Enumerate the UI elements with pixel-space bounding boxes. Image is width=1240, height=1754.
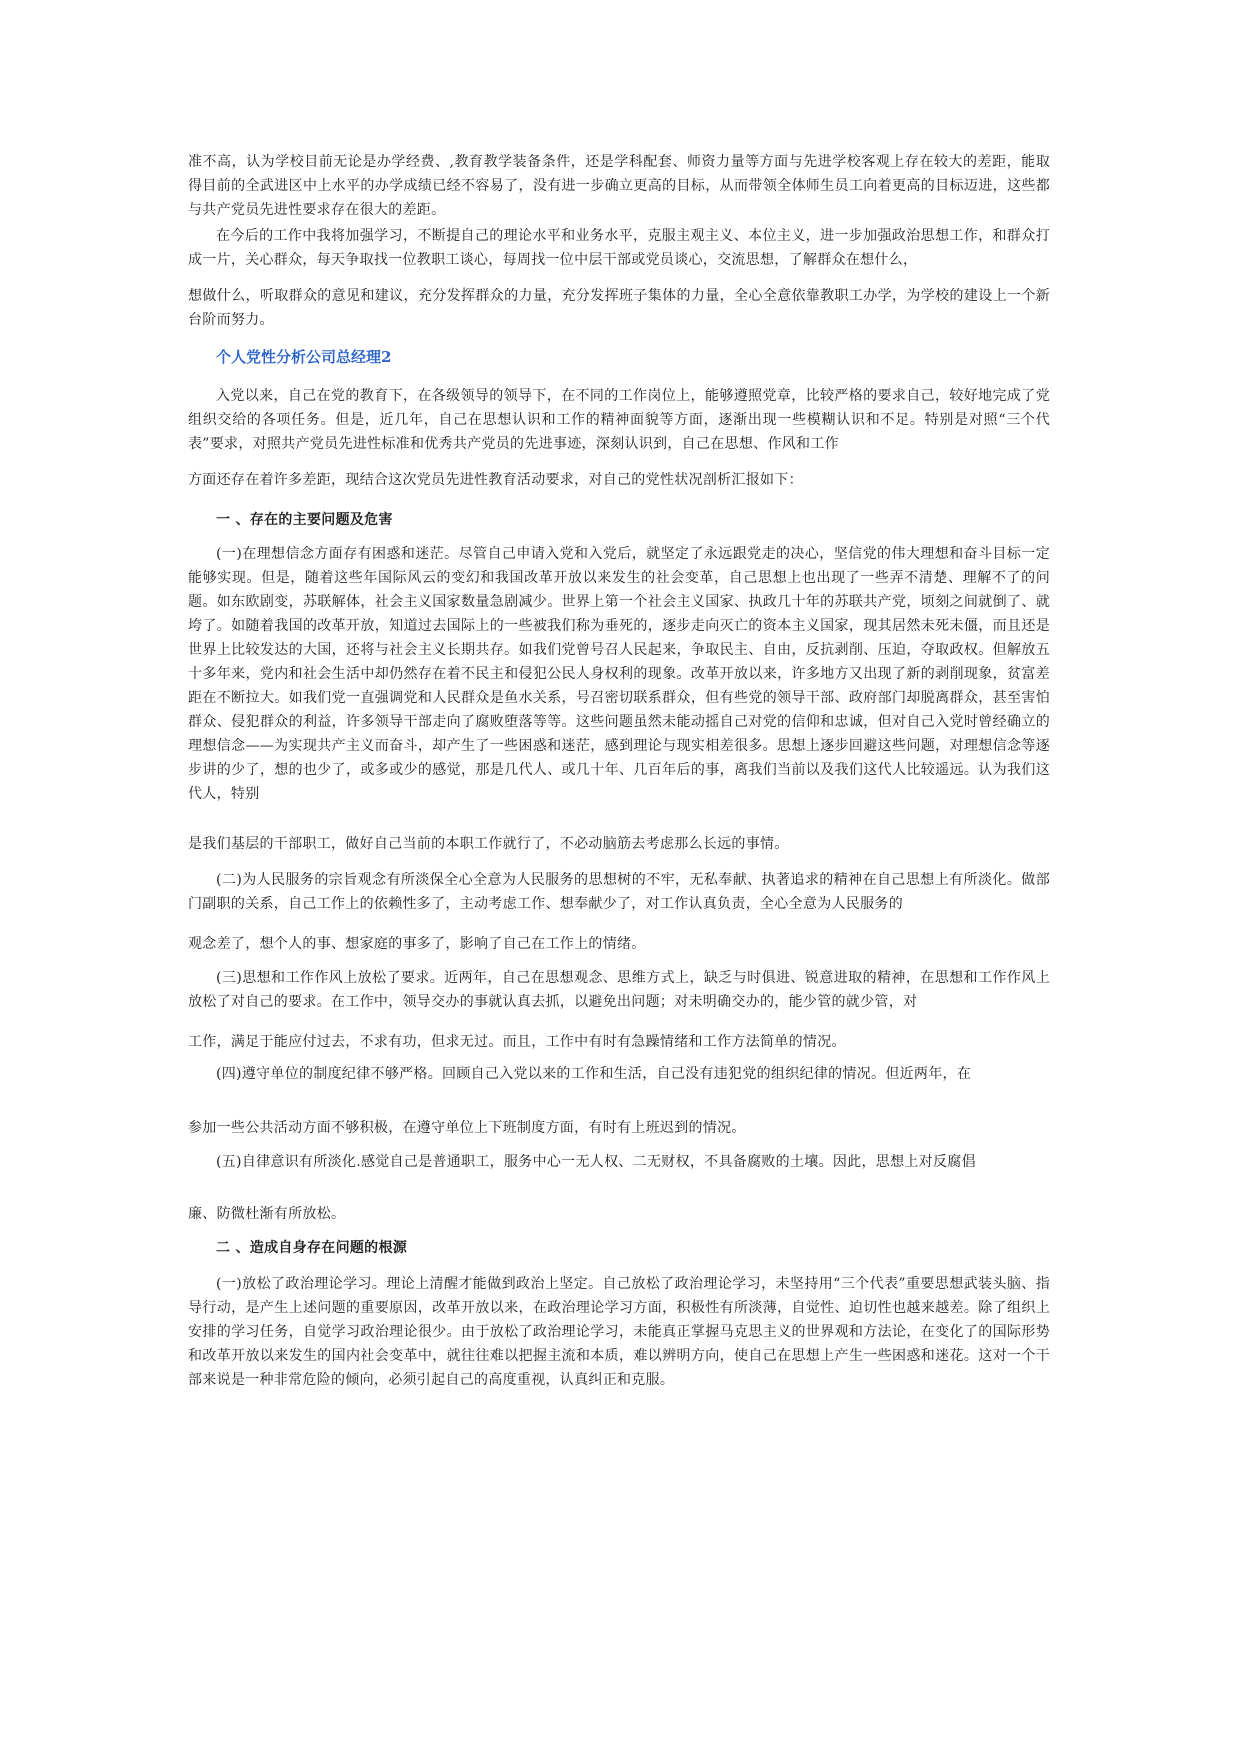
- section-heading: 二 、造成自身存在问题的根源: [216, 1240, 408, 1256]
- paragraph: 准不高，认为学校目前无论是办学经费、,教育教学装备条件，还是学科配套、师资力量等方面与先进学校客观上存在较大的差距，能取得目前的全武进区中上水平的办学成绩已经不容易了，没有进一步确立更高的目标，从而带领全体师生员工向着更高的目标迈进，这些都与共产党员先进性要求存在很大的差距。: [188, 154, 1050, 218]
- paragraph: 工作，满足于能应付过去，不求有功，但求无过。而且，工作中有时有急躁情绪和工作方法简单的情况。: [188, 1034, 846, 1050]
- paragraph: (一)在理想信念方面存有困惑和迷茫。尽管自己申请入党和入党后，就坚定了永远跟党走的决心，坚信党的伟大理想和奋斗目标一定能够实现。但是，随着这些年国际风云的变幻和我国改革开放以来发生的社会变革，自己思想上也出现了一些弄不清楚、理解不了的问题。如东欧剧变，苏联解体，社会主义国家数量急剧减少。世界上第一个社会主义国家、执政几十年的苏联共产党，顷刻之间就倒了、就垮了。如随着我国的改革开放，知道过去国际上的一些被我们称为垂死的，逐步走向灭亡的资本主义国家，现其居然未死未僵，而且还是世界上比较发达的大国，还将与社会主义长期共存。如我们党曾号召人民起来，争取民主、自由，反抗剥削、压迫，夺取政权。但解放五十多年来，党内和社会生活中却仍然存在着不民主和侵犯公民人身权利的现象。改革开放以来，许多地方又出现了新的剥削现象，贫富差距在不断拉大。如我们党一直强调党和人民群众是鱼水关系，号召密切联系群众，但有些党的领导干部、政府部门却脱离群众，甚至害怕群众、侵犯群众的利益，许多领导干部走向了腐败堕落等等。这些问题虽然未能动摇自己对党的信仰和忠诚，但对自己入党时曾经确立的理想信念——为实现共产主义而奋斗，却产生了一些困惑和迷茫，感到理论与现实相差很多。思想上逐步回避这些问题，对理想信念等逐步讲的少了，想的也少了，或多或少的感觉，那是几代人、或几十年、几百年后的事，离我们当前以及我们这代人比较遥远。认为我们这代人，特别: [188, 546, 1050, 802]
- paragraph: 是我们基层的干部职工，做好自己当前的本职工作就行了，不必动脑筋去考虑那么长远的事情。: [188, 836, 789, 852]
- paragraph: (一)放松了政治理论学习。理论上清醒才能做到政治上坚定。自己放松了政治理论学习，未坚持用“三个代表”重要思想武装头脑、指导行动，是产生上述问题的重要原因，改革开放以来，在政治理论学习方面，积极性有所淡薄，自觉性、迫切性也越来越差。除了组织上安排的学习任务，自觉学习政治理论很少。由于放松了政治理论学习，未能真正掌握马克思主义的世界观和方法论，在变化了的国际形势和改革开放以来发生的国内社会变革中，就往往难以把握主流和本质，难以辨明方向，使自己在思想上产生一些困惑和迷花。这对一个干部来说是一种非常危险的倾向，必须引起自己的高度重视，认真纠正和克服。: [188, 1276, 1050, 1388]
- paragraph: 观念差了，想个人的事、想家庭的事多了，影响了自己在工作上的情绪。: [188, 936, 646, 952]
- paragraph: (五)自律意识有所淡化.感觉自己是普通职工，服务中心一无人权、二无财权，不具备腐败的土壤。因此，思想上对反腐倡: [216, 1154, 976, 1170]
- paragraph: 廉、防微杜渐有所放松。: [188, 1206, 346, 1222]
- paragraph: 入党以来，自己在党的教育下，在各级领导的领导下，在不同的工作岗位上，能够遵照党章，比较严格的要求自己，较好地完成了党组织交给的各项任务。但是，近几年，自己在思想认识和工作的精神面貌等方面，逐渐出现一些模糊认识和不足。特别是对照“三个代表”要求，对照共产党员先进性标准和优秀共产党员的先进事迹，深刻认识到，自己在思想、作风和工作: [188, 388, 1050, 452]
- paragraph: (三)思想和工作作风上放松了要求。近两年，自己在思想观念、思维方式上，缺乏与时俱进、锐意进取的精神，在思想和工作作风上放松了对自己的要求。在工作中，领导交办的事就认真去抓，以避免出问题；对未明确交办的，能少管的就少管，对: [188, 970, 1050, 1010]
- paragraph: 方面还存在着许多差距，现结合这次党员先进性教育活动要求，对自己的党性状况剖析汇报如下：: [188, 472, 803, 488]
- paragraph: (四)遵守单位的制度纪律不够严格。回顾自己入党以来的工作和生活，自己没有违犯党的组织纪律的情况。但近两年，在: [216, 1066, 972, 1082]
- section-heading: 一 、存在的主要问题及危害: [216, 512, 393, 528]
- section-title: 个人党性分析公司总经理2: [216, 348, 392, 366]
- paragraph: (二)为人民服务的宗旨观念有所淡保全心全意为人民服务的思想树的不牢，无私奉献、执著追求的精神在自己思想上有所淡化。做部门副职的关系，自己工作上的依赖性多了，主动考虑工作、想奉献少了，对工作认真负责，全心全意为人民服务的: [188, 872, 1050, 912]
- paragraph: 在今后的工作中我将加强学习，不断提自己的理论水平和业务水平，克服主观主义、本位主义，进一步加强政治思想工作，和群众打成一片，关心群众，每天争取找一位教职工谈心，每周找一位中层干部或党员谈心，交流思想，了解群众在想什么，: [188, 228, 1050, 268]
- paragraph: 想做什么，听取群众的意见和建议，充分发挥群众的力量，充分发挥班子集体的力量，全心全意依靠教职工办学，为学校的建设上一个新台阶而努力。: [188, 288, 1050, 328]
- paragraph: 参加一些公共活动方面不够积极，在遵守单位上下班制度方面，有时有上班迟到的情况。: [188, 1120, 746, 1136]
